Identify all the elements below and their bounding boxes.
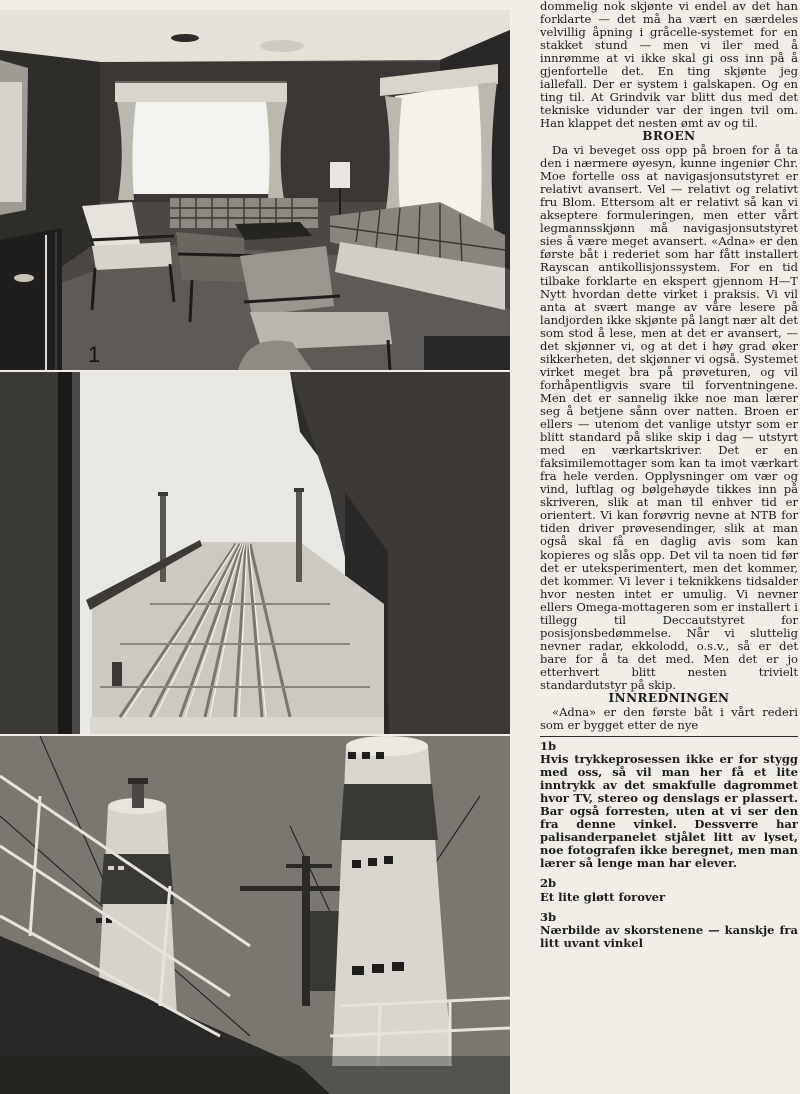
caption-number-1b: 1b xyxy=(540,738,557,753)
article-column xyxy=(540,0,798,1094)
caption-divider xyxy=(540,736,798,737)
photo-funnels xyxy=(0,736,510,1094)
photo-number-1: 1 xyxy=(88,342,101,367)
caption-text-3b: Nærbilde av skorstenene — kanskje fra litt uvant vinkel xyxy=(540,922,798,950)
article-paragraph-broen: Da vi beveget oss opp på broen for å ta den i nærmere øyesyn, kunne ingeniør Chr. Moe fortelle oss at navigasjonsutstyret er relativt avansert. Vel — relativt og relativt fru Blom. Ettersom alt er relativt så kan vi akseptere formuleringen, men etter vårt legmannsskjønn må navigasjonsutstyret sies å være meget avansert. «Adna» er den første båt i rederiet som har fått installert Rayscan antikollisjonssystem. For en tid tilbake forklarte en ekspert gjennom H—T Nytt hvordan dette virket i praksis. Vi vil anta at svært mange av våre lesere på landjorden ikke skjønte på langt nær alt det som stod å lese, men at det er avansert, — det skjønner vi, og at det i høy grad øker sikkerheten, det skjønner vi også. Systemet virket meget bra på prøveturen, og vil forhåpentligvis svare til forventningene. Men det er sannelig ikke noe man lærer seg å betjene sånn over natten. Broen er ellers — utenom det vanlige utstyr som er blitt standard på slike skip i dag — utstyrt med en værkartskriver. Det er en faksimilemottager som kan ta imot værkart fra hele verden. Opplysninger om vær og vind, luftlag og bølgehøyde tikkes inn på skriveren, slik at man til enhver tid er orientert. Vi kan forøvrig nevne at NTB for tiden driver prøvesendinger, slik at man også skal få en daglig avis som kan kopieres og slås opp. Det vil ta noen tid før det er uteksperimentert, men det kommer, det kommer. Vi lever i teknikkens tidsalder hvor nesten intet er umulig. Vi nevner ellers Omega-mottageren som er installert i tillegg til Deccautstyret for posisjonsbedømmelse. Når vi sluttelig nevner radar, ekkolodd, o.s.v., så er det bare for å ta det med. Men det er jo etterhvert blitt nesten trivielt standardutstyr på skip. xyxy=(540,143,798,692)
photo-dayroom xyxy=(0,10,510,370)
section-heading-innredningen: INNREDNINGEN xyxy=(608,691,730,706)
caption-text-1b: Hvis trykkeprosessen ikke er for stygg med oss, så vil man her få et lite inntrykk av det smakfulle dagrommet hvor TV, stereo og denslags er plassert. Bar også forresten, uten at vi ser den fra denne vinkel. Dessverre har palisanderpanelet stjålet litt av lyset, noe fotografen ikke beregnet, men man lærer så lenge man har elever. xyxy=(540,751,798,871)
article-paragraph-intro: dommelig nok skjønte vi endel av det han forklarte — det må ha vært en særdeles velvillig åpning i gråcelle-systemet for en stakket stund — men vi iler med å innrømme at vi ikke skal gi oss inn på å gjenfortelle det. En ting skjønte jeg iallefall. Der er system i galskapen. Og en ting til. At Grindvik var blitt dus med det tekniske vidunder var der ingen tvil om. Han klappet det nesten ømt av og til. xyxy=(540,0,798,131)
caption-number-2b: 2b xyxy=(540,876,557,891)
photo-deck-forward xyxy=(0,372,510,734)
caption-number-3b: 3b xyxy=(540,909,557,924)
article-paragraph-innredningen: «Adna» er den første båt i vårt rederi som er bygget etter de nye xyxy=(540,704,798,732)
section-heading-broen: BROEN xyxy=(642,129,696,144)
caption-text-2b: Et lite gløtt forover xyxy=(540,889,666,904)
